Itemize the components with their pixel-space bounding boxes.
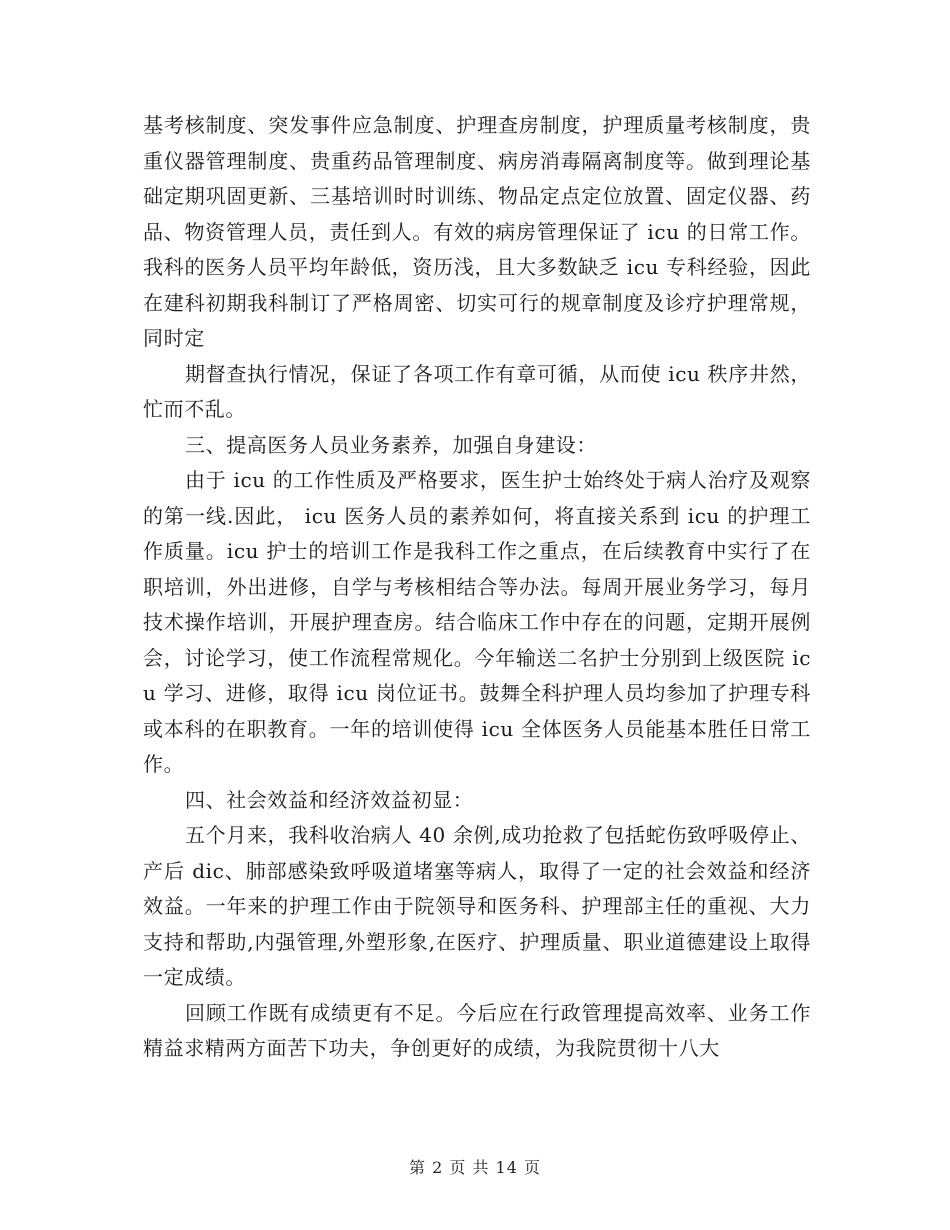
- paragraph-review: 回顾工作既有成绩更有不足。今后应在行政管理提高效率、业务工作精益求精两方面苦下功夫，争创更好的成绩，为我院贯彻十八大: [143, 1000, 811, 1060]
- section-heading-3: 三、提高医务人员业务素养，加强自身建设：: [185, 432, 597, 457]
- section-heading-4: 四、社会效益和经济效益初显：: [185, 787, 474, 812]
- paragraph-benefits: 五个月来，我科收治病人 40 余例,成功抢救了包括蛇伤致呼吸停止、产后 dic、肺部感染致呼吸道堵塞等病人，取得了一定的社会效益和经济效益。一年来的护理工作由于院领导和医务科、护理部主任的重视、大力支持和帮助,内强管理,外塑形象,在医疗、护理质量、职业道德建设上取得一定成绩。: [143, 823, 811, 989]
- document-body: [143, 108, 811, 1067]
- page-number-footer: 第 2 页 共 14 页: [409, 1158, 541, 1177]
- paragraph-staff-training: 由于 icu 的工作性质及严格要求，医生护士始终处于病人治疗及观察的第一线.因此， icu 医务人员的素养如何，将直接关系到 icu 的护理工作质量。icu 护士的培训工作是我科工作之重点，在后续教育中实行了在职培训，外出进修，自学与考核相结合等办法。每周开展业务学习，每月技术操作培训，开展护理查房。结合临床工作中存在的问题，定期开展例会，讨论学习，使工作流程常规化。今年输送二名护士分别到上级医院 icu 学习、进修，取得 icu 岗位证书。鼓舞全科护理人员均参加了护理专科或本科的在职教育。一年的培训使得 icu 全体医务人员能基本胜任日常工作。: [143, 468, 811, 776]
- paragraph-supervision: 期督查执行情况，保证了各项工作有章可循，从而使 icu 秩序井然，忙而不乱。: [143, 361, 811, 421]
- paragraph-management-rules: 基考核制度、突发事件应急制度、护理查房制度，护理质量考核制度，贵重仪器管理制度、贵重药品管理制度、病房消毒隔离制度等。做到理论基础定期巩固更新、三基培训时时训练、物品定点定位放置、固定仪器、药品、物资管理人员，责任到人。有效的病房管理保证了 icu 的日常工作。我科的医务人员平均年龄低，资历浅，且大多数缺乏 icu 专科经验，因此在建科初期我科制订了严格周密、切实可行的规章制度及诊疗护理常规， 同时定: [143, 113, 811, 350]
